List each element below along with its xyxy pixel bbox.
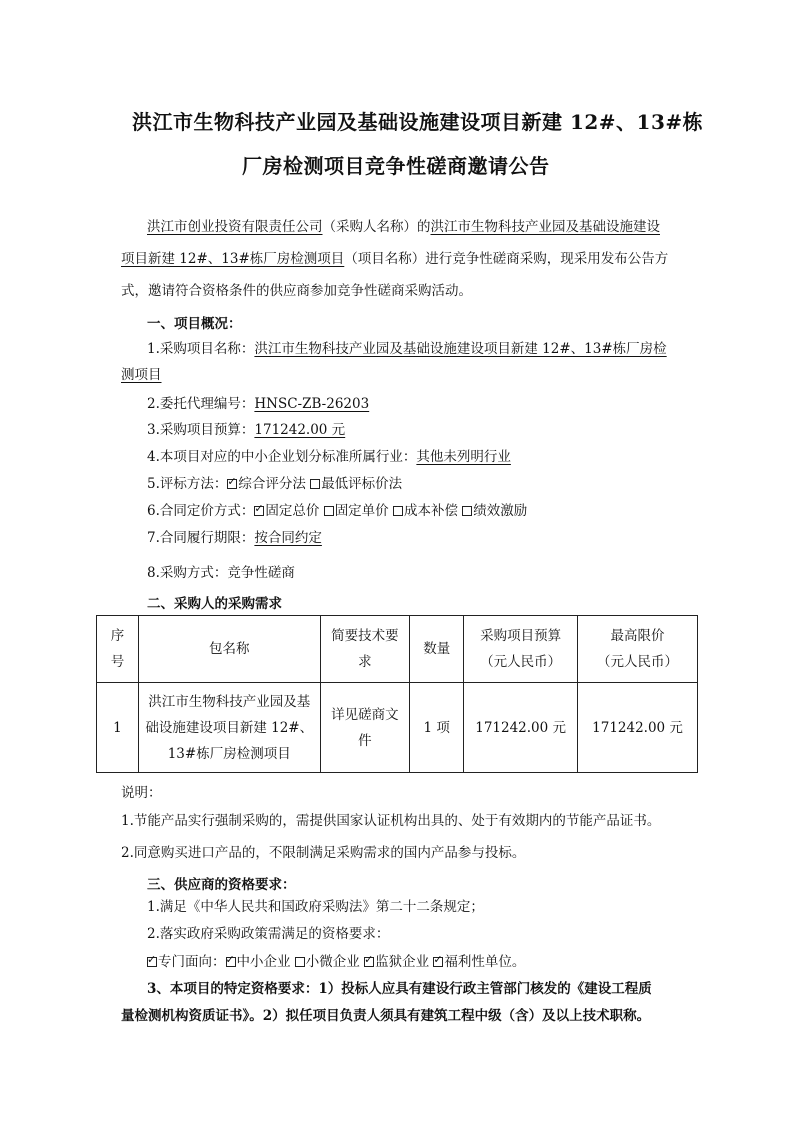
checkbox-checked-icon xyxy=(254,506,264,516)
checkbox-checked-icon xyxy=(147,957,157,967)
buyer-note: （采购人名称）的 xyxy=(322,219,431,235)
section3-heading: 三、供应商的资格要求： xyxy=(147,877,296,893)
header-budget: 采购项目预算 （元人民币） xyxy=(464,616,578,683)
checkbox-empty-icon xyxy=(295,957,305,967)
qual-item3-b: 量检测机构资质证书》。2）拟任项目负责人须具有建筑工程中级（含）及以上技术职称。 xyxy=(121,1008,651,1024)
checkbox-checked-icon xyxy=(364,957,374,967)
checkbox-empty-icon xyxy=(324,506,334,516)
item6-opt1: 固定总价 xyxy=(265,503,320,519)
qual-opt4: 监狱企业 xyxy=(375,954,430,970)
checkbox-checked-icon xyxy=(227,479,237,489)
buyer-name: 洪江市创业投资有限责任公司 xyxy=(147,219,323,235)
intro-line1 xyxy=(147,215,660,235)
item3 xyxy=(147,418,345,438)
item4 xyxy=(147,445,511,465)
project-note: （项目名称）进行竞争性磋商采购，现采用发布公告方 xyxy=(344,251,669,267)
header-tech: 简要技术要 求 xyxy=(320,616,410,683)
qual-item2: 2.落实政府采购政策需满足的资格要求： xyxy=(147,926,390,942)
item6-opt2: 固定单价 xyxy=(334,503,389,519)
item7 xyxy=(147,526,322,546)
item7-label: 7.合同履行期限： xyxy=(147,530,255,546)
notes-heading: 说明： xyxy=(121,785,162,801)
qual-opt1: 专门面向： xyxy=(158,954,226,970)
qual-opt2: 中小企业 xyxy=(236,954,291,970)
project-name-a: 洪江市生物科技产业园及基础设施建设 xyxy=(430,219,660,235)
note2: 2.同意购买进口产品的，不限制满足采购需求的国内产品参与投标。 xyxy=(121,845,526,861)
item1 xyxy=(147,337,667,357)
item6-opt4: 绩效激励 xyxy=(473,503,528,519)
item6-label: 6.合同定价方式： xyxy=(147,503,255,519)
checkbox-checked-icon xyxy=(433,957,443,967)
item4-label: 4.本项目对应的中小企业划分标准所属行业： xyxy=(147,449,417,465)
header-qty: 数量 xyxy=(410,616,464,683)
item6 xyxy=(147,499,527,519)
item5-label: 5.评标方法： xyxy=(147,476,228,492)
item1-value-b: 测项目 xyxy=(121,367,162,383)
budget-value: 171242.00 元 xyxy=(254,422,346,438)
item3-label: 3.采购项目预算： xyxy=(147,422,255,438)
item2-label: 2.委托代理编号： xyxy=(147,396,255,412)
cell-no: 1 xyxy=(97,683,139,773)
checkbox-empty-icon xyxy=(462,506,472,516)
item1-value-a: 洪江市生物科技产业园及基础设施建设项目新建 12#、13#栋厂房检 xyxy=(254,341,667,357)
header-no: 序 号 xyxy=(97,616,139,683)
item6-opt3: 成本补偿 xyxy=(403,503,458,519)
section2-heading: 二、采购人的采购需求 xyxy=(147,596,282,612)
project-name-b: 项目新建 12#、13#栋厂房检测项目 xyxy=(121,251,345,267)
note1: 1.节能产品实行强制采购的，需提供国家认证机构出具的、处于有效期内的节能产品证书。 xyxy=(121,813,661,829)
cell-tech: 详见磋商文 件 xyxy=(320,683,410,773)
table-header-row xyxy=(97,616,698,683)
item8: 8.采购方式：竞争性磋商 xyxy=(147,565,295,581)
section1-heading: 一、项目概况： xyxy=(147,316,242,332)
checkbox-empty-icon xyxy=(310,479,320,489)
requirements-table xyxy=(96,615,698,773)
qual-opt3: 小微企业 xyxy=(305,954,360,970)
qual-item1: 1.满足《中华人民共和国政府采购法》第二十二条规定； xyxy=(147,899,484,915)
item5 xyxy=(147,472,402,492)
cell-qty: 1 项 xyxy=(410,683,464,773)
qual-opt5: 福利性单位。 xyxy=(444,954,526,970)
table-row xyxy=(97,683,698,773)
item5-opt1: 综合评分法 xyxy=(238,476,306,492)
cell-budget: 171242.00 元 xyxy=(464,683,578,773)
page-title-line2: 厂房检测项目竞争性磋商邀请公告 xyxy=(242,154,550,178)
checkbox-checked-icon xyxy=(226,957,236,967)
intro-line2 xyxy=(121,247,668,267)
cell-package: 洪江市生物科技产业园及基 础设施建设项目新建 12#、 13#栋厂房检测项目 xyxy=(138,683,320,773)
header-max-price: 最高限价 （元人民币） xyxy=(578,616,698,683)
header-package: 包名称 xyxy=(138,616,320,683)
item5-opt2: 最低评标价法 xyxy=(321,476,403,492)
cell-max-price: 171242.00 元 xyxy=(578,683,698,773)
intro-line3: 式，邀请符合资格条件的供应商参加竞争性磋商采购活动。 xyxy=(121,283,472,299)
industry-value: 其他未列明行业 xyxy=(416,449,511,465)
agency-code: HNSC-ZB-26203 xyxy=(254,396,370,412)
qual-item3-a: 3、本项目的特定资格要求：1）投标人应具有建设行政主管部门核发的《建设工程质 xyxy=(147,981,652,997)
checkbox-empty-icon xyxy=(393,506,403,516)
item1-label: 1.采购项目名称： xyxy=(147,341,255,357)
page-title-line1: 洪江市生物科技产业园及基础设施建设项目新建 12#、13#栋 xyxy=(132,110,704,134)
item2 xyxy=(147,392,369,412)
term-value: 按合同约定 xyxy=(254,530,322,546)
qual-options xyxy=(147,950,525,970)
